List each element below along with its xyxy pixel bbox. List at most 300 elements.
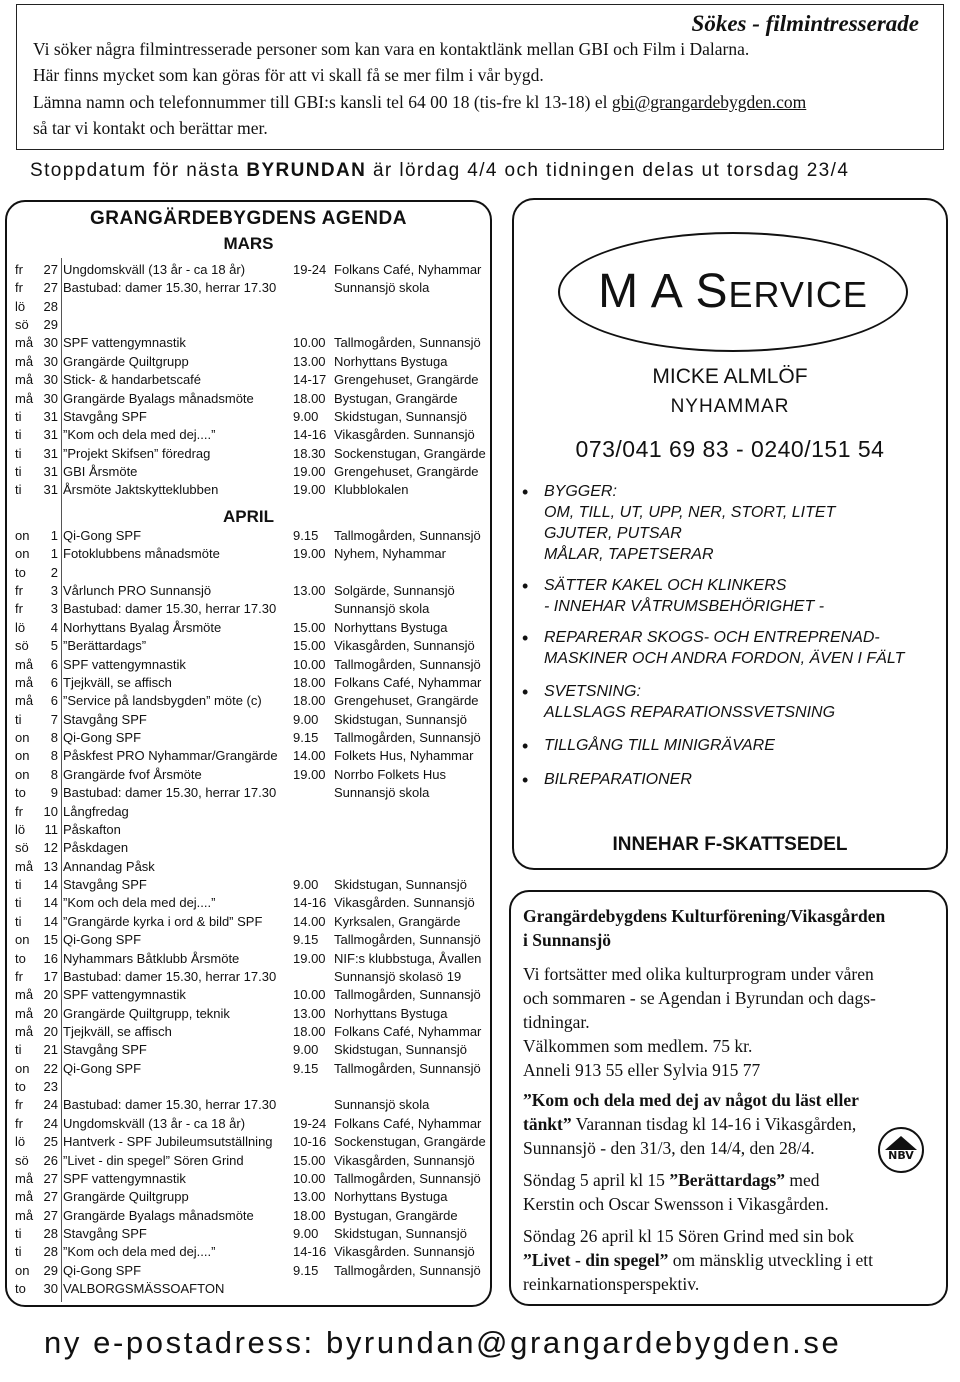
agenda-time: 18.00 <box>293 674 326 690</box>
bullet-icon: • <box>522 736 529 756</box>
agenda-date: 28 <box>43 1226 58 1242</box>
agenda-event: Tjejkväll, se affisch <box>63 1023 172 1039</box>
agenda-date: 8 <box>50 748 58 764</box>
service-item-line: OM, TILL, UT, UPP, NER, STORT, LITET <box>544 504 836 521</box>
agenda-time: 15.00 <box>293 619 326 635</box>
agenda-event: Bastubad: damer 15.30, herrar 17.30 <box>63 601 277 617</box>
agenda-date: 1 <box>50 528 58 543</box>
agenda-row <box>7 932 490 950</box>
agenda-event: Stavgång SPF <box>63 1042 147 1058</box>
agenda-date: 6 <box>50 674 58 690</box>
agenda-row <box>7 1171 490 1189</box>
agenda-date: 27 <box>43 1170 58 1186</box>
agenda-event: Bastubad: damer 15.30, herrar 17.30 <box>63 280 277 296</box>
agenda-row <box>7 675 490 693</box>
agenda-row <box>7 391 490 409</box>
agenda-row <box>7 1226 490 1244</box>
agenda-day: må <box>15 656 34 672</box>
agenda-time: 13.00 <box>293 353 326 369</box>
agenda-date: 13 <box>43 858 58 874</box>
agenda-place: Tallmogården, Sunnansjö <box>334 730 481 746</box>
agenda-day: ti <box>15 408 22 424</box>
agenda-place: Tallmogården, Sunnansjö <box>334 1060 481 1076</box>
ma-owner-name: MICKE ALMLÖF <box>652 365 808 388</box>
agenda-time: 19.00 <box>293 766 326 782</box>
agenda-row <box>7 840 490 858</box>
service-item-line: ALLSLAGS REPARATIONSSVETSNING <box>544 704 836 721</box>
agenda-row <box>7 528 490 546</box>
agenda-date: 28 <box>43 298 58 314</box>
agenda-day: må <box>15 353 34 369</box>
agenda-event: ”Projekt Skifsen” föredrag <box>63 445 211 461</box>
agenda-day: to <box>15 564 26 580</box>
agenda-date: 27 <box>43 280 58 296</box>
agenda-day: må <box>15 1023 34 1039</box>
ma-title-big: M A S <box>598 265 729 318</box>
agenda-day: ti <box>15 895 22 911</box>
agenda-row <box>7 951 490 969</box>
agenda-event: GBI Årsmöte <box>63 464 138 480</box>
agenda-date: 20 <box>43 1005 58 1021</box>
agenda-place: Vikasgården. Sunnansjö <box>334 895 475 911</box>
agenda-day: ti <box>15 711 22 727</box>
agenda-time: 9.00 <box>293 877 319 893</box>
agenda-box <box>5 200 492 1307</box>
agenda-time: 14-16 <box>293 895 327 911</box>
agenda-row <box>7 372 490 390</box>
agenda-place: Bystugan, Grangärde <box>334 390 458 406</box>
kultur-p1-line-5: Anneli 913 55 eller Sylvia 915 77 <box>523 1060 761 1080</box>
agenda-date: 12 <box>43 840 58 856</box>
agenda-place: Sunnansjö skola <box>334 601 430 617</box>
agenda-event: SPF vattengymnastik <box>63 335 186 351</box>
agenda-day: ti <box>15 464 22 480</box>
agenda-row <box>7 1208 490 1226</box>
agenda-event: Grangärde Quiltgrupp <box>63 353 189 369</box>
notice-title: Sökes - filmintresserade <box>691 11 919 36</box>
agenda-place: Folkans Café, Nyhammar <box>334 674 482 690</box>
agenda-row <box>7 482 490 500</box>
agenda-place: Skidstugan, Sunnansjö <box>334 877 467 893</box>
agenda-place: Tallmogården, Sunnansjö <box>334 1262 481 1278</box>
notice-line-2: Här finns mycket som kan göras för att vi skall få se mer film i vår bygd. <box>33 65 544 85</box>
agenda-place: Grengehuset, Grangärde <box>334 464 479 480</box>
agenda-place: Sunnansjö skola <box>334 1097 430 1113</box>
agenda-place: Tallmogården, Sunnansjö <box>334 656 481 672</box>
agenda-event: Stick- & handarbetscafé <box>63 372 202 388</box>
agenda-time: 15.00 <box>293 1152 326 1168</box>
agenda-day: må <box>15 987 34 1003</box>
agenda-row <box>7 1153 490 1171</box>
agenda-day: må <box>15 1189 34 1205</box>
agenda-date: 5 <box>50 638 58 654</box>
agenda-day: fr <box>15 583 23 599</box>
agenda-date: 1 <box>50 546 58 562</box>
agenda-time: 14.00 <box>293 748 326 764</box>
agenda-row <box>7 1061 490 1079</box>
agenda-row <box>7 987 490 1005</box>
agenda-day: må <box>15 372 34 388</box>
agenda-row <box>7 565 490 583</box>
service-item-line: BILREPARATIONER <box>544 771 692 788</box>
kultur-p3-bold: ”Berättardags” <box>669 1170 785 1190</box>
agenda-event: Grangärde Quiltgrupp, teknik <box>63 1005 230 1021</box>
agenda-place: Sockenstugan, Grangärde <box>334 1134 486 1150</box>
agenda-time: 9.15 <box>293 730 319 746</box>
agenda-place: Norhyttans Bystuga <box>334 353 448 369</box>
agenda-row <box>7 748 490 766</box>
agenda-event: ”Livet - din spegel” Sören Grind <box>63 1152 244 1168</box>
agenda-date: 7 <box>50 711 58 727</box>
agenda-event: SPF vattengymnastik <box>63 656 186 672</box>
agenda-date: 14 <box>43 913 58 929</box>
agenda-day: fr <box>15 1097 23 1113</box>
agenda-place: Grengehuset, Grangärde <box>334 372 479 388</box>
agenda-day: to <box>15 950 26 966</box>
agenda-row <box>7 1042 490 1060</box>
agenda-time: 18.00 <box>293 390 326 406</box>
agenda-row <box>7 638 490 656</box>
agenda-date: 20 <box>43 987 58 1003</box>
agenda-date: 8 <box>50 730 58 746</box>
kultur-heading-1: Grangärdebygdens Kulturförening/Vikasgården <box>523 906 886 926</box>
agenda-day: ti <box>15 1226 22 1242</box>
agenda-row <box>7 914 490 932</box>
notice-email-link[interactable]: gbi@grangardebygden.com <box>611 92 807 112</box>
kultur-p2-rest: Varannan tisdag kl 14-16 i Vikasgården, <box>571 1114 857 1134</box>
agenda-day: ti <box>15 482 22 498</box>
service-item-line: MASKINER OCH ANDRA FORDON, ÄVEN I FÄLT <box>544 650 905 667</box>
agenda-time: 13.00 <box>293 583 326 599</box>
agenda-date: 27 <box>43 1207 58 1223</box>
agenda-day: må <box>15 1170 34 1186</box>
agenda-time: 9.00 <box>293 1226 319 1242</box>
agenda-row <box>7 601 490 619</box>
agenda-time: 19-24 <box>293 1115 327 1131</box>
agenda-day: on <box>15 1262 30 1278</box>
agenda-place: Tallmogården, Sunnansjö <box>334 932 481 948</box>
agenda-date: 24 <box>43 1097 58 1113</box>
agenda-time: 14-16 <box>293 427 327 443</box>
ma-title-small: ERVICE <box>728 274 868 315</box>
agenda-day: må <box>15 1207 34 1223</box>
agenda-day: lö <box>15 1134 26 1150</box>
stop-prefix: Stoppdatum för nästa <box>30 160 247 181</box>
agenda-row <box>7 1024 490 1042</box>
agenda-row <box>7 427 490 445</box>
agenda-day: fr <box>15 280 23 296</box>
agenda-day: fr <box>15 262 23 277</box>
agenda-day: må <box>15 335 34 351</box>
agenda-place: Bystugan, Grangärde <box>334 1207 458 1223</box>
agenda-time: 9.15 <box>293 1060 319 1076</box>
agenda-place: Norhyttans Bystuga <box>334 1005 448 1021</box>
agenda-event: Stavgång SPF <box>63 408 147 424</box>
agenda-date: 30 <box>43 372 58 388</box>
kultur-p3-line-1 <box>523 1170 820 1191</box>
agenda-date: 31 <box>43 408 58 424</box>
agenda-place: Vikasgården, Sunnansjö <box>334 638 475 654</box>
agenda-day: må <box>15 674 34 690</box>
agenda-event: Stavgång SPF <box>63 877 147 893</box>
agenda-event: Grangärde Byalags månadsmöte <box>63 1207 254 1223</box>
agenda-place: Folkans Café, Nyhammar <box>334 262 482 277</box>
kultur-p1-line-1: Vi fortsätter med olika kulturprogram under våren <box>523 964 874 984</box>
agenda-event: ”Berättardags” <box>63 638 147 654</box>
agenda-event: Ungdomskväll (13 år - ca 18 år) <box>63 262 246 277</box>
kultur-p3-line-2: Kerstin och Oscar Swensson i Vikasgården. <box>523 1194 829 1214</box>
kultur-heading-2: i Sunnansjö <box>523 930 612 950</box>
agenda-title: GRANGÄRDEBYGDENS AGENDA <box>90 208 407 229</box>
agenda-row <box>7 409 490 427</box>
agenda-time: 14-17 <box>293 372 327 388</box>
agenda-event: VALBORGSMÄSSOAFTON <box>63 1281 225 1297</box>
agenda-event: ”Kom och dela med dej....” <box>63 895 216 911</box>
agenda-time: 19.00 <box>293 950 326 966</box>
agenda-day: on <box>15 932 30 948</box>
agenda-time: 10.00 <box>293 656 326 672</box>
agenda-event: ”Grangärde kyrka i ord & bild” SPF <box>63 913 263 929</box>
agenda-place: Sunnansjö skola <box>334 785 430 801</box>
agenda-row <box>7 583 490 601</box>
service-item-line: MÅLAR, TAPETSERAR <box>544 546 714 563</box>
agenda-row <box>7 464 490 482</box>
footer-email: ny e-postadress: byrundan@grangardebygden.se <box>44 1325 842 1360</box>
kultur-p4-rest: om mänsklig utveckling i ett <box>668 1250 873 1270</box>
agenda-place: Vikasgården, Sunnansjö <box>334 1152 475 1168</box>
agenda-event: Grangärde Byalags månadsmöte <box>63 390 254 406</box>
agenda-row <box>7 804 490 822</box>
agenda-row <box>7 1116 490 1134</box>
service-item-line: TILLGÅNG TILL MINIGRÄVARE <box>544 737 775 754</box>
agenda-date: 30 <box>43 353 58 369</box>
agenda-day: to <box>15 1079 26 1095</box>
agenda-date: 29 <box>43 1262 58 1278</box>
agenda-date: 8 <box>50 766 58 782</box>
stop-date-line <box>30 160 849 182</box>
month-march: MARS <box>223 234 274 253</box>
agenda-place: Vikasgården. Sunnansjö <box>334 1244 475 1260</box>
agenda-event: ”Kom och dela med dej....” <box>63 427 216 443</box>
ma-place: NYHAMMAR <box>670 396 790 417</box>
agenda-place: Norrbo Folkets Hus <box>334 766 446 782</box>
agenda-row <box>7 1263 490 1281</box>
service-item-line: REPARERAR SKOGS- OCH ENTREPRENAD- <box>544 629 880 646</box>
ma-phone: 073/041 69 83 - 0240/151 54 <box>575 436 885 462</box>
agenda-event: Qi-Gong SPF <box>63 730 142 746</box>
kultur-p4-line-1: Söndag 26 april kl 15 Sören Grind med sin bok <box>523 1226 855 1246</box>
agenda-event: Stavgång SPF <box>63 711 147 727</box>
agenda-time: 19.00 <box>293 464 326 480</box>
agenda-date: 30 <box>43 390 58 406</box>
agenda-day: sö <box>15 317 29 333</box>
agenda-event: Tjejkväll, se affisch <box>63 674 172 690</box>
agenda-row <box>7 1134 490 1152</box>
agenda-place: Grengehuset, Grangärde <box>334 693 479 709</box>
agenda-event: Påskfest PRO Nyhammar/Grangärde <box>63 748 278 764</box>
agenda-date: 31 <box>43 445 58 461</box>
agenda-place: Sunnansjö skola <box>334 280 430 296</box>
agenda-day: lö <box>15 298 26 314</box>
agenda-place: Folkets Hus, Nyhammar <box>334 748 474 764</box>
agenda-row <box>7 317 490 335</box>
agenda-time: 14.00 <box>293 913 326 929</box>
agenda-day: to <box>15 1281 26 1297</box>
agenda-event: Bastubad: damer 15.30, herrar 17.30 <box>63 968 277 984</box>
agenda-date: 31 <box>43 464 58 480</box>
agenda-day: on <box>15 748 30 764</box>
month-april: APRIL <box>223 507 274 526</box>
agenda-date: 9 <box>50 785 58 801</box>
agenda-date: 30 <box>43 1281 58 1297</box>
agenda-date: 15 <box>43 932 58 948</box>
agenda-day: lö <box>15 821 26 837</box>
agenda-date: 31 <box>43 427 58 443</box>
agenda-row <box>7 785 490 803</box>
agenda-place: Sockenstugan, Grangärde <box>334 445 486 461</box>
agenda-place: Norhyttans Bystuga <box>334 619 448 635</box>
agenda-place: Tallmogården, Sunnansjö <box>334 1170 481 1186</box>
agenda-row <box>7 1244 490 1262</box>
agenda-event: Qi-Gong SPF <box>63 1060 142 1076</box>
agenda-time: 18.00 <box>293 1023 326 1039</box>
agenda-day: må <box>15 1005 34 1021</box>
agenda-date: 28 <box>43 1244 58 1260</box>
kultur-p4-bold: ”Livet - din spegel” <box>523 1250 669 1270</box>
bullet-icon: • <box>522 576 529 596</box>
agenda-date: 6 <box>50 693 58 709</box>
agenda-row <box>7 1006 490 1024</box>
agenda-event: ”Kom och dela med dej....” <box>63 1244 216 1260</box>
agenda-row <box>7 280 490 298</box>
service-item-line: - INNEHAR VÅTRUMSBEHÖRIGHET - <box>544 598 825 615</box>
kultur-p1-line-3: tidningar. <box>523 1012 590 1032</box>
agenda-place: Skidstugan, Sunnansjö <box>334 408 467 424</box>
agenda-time: 18.00 <box>293 693 326 709</box>
agenda-date: 31 <box>43 482 58 498</box>
agenda-day: ti <box>15 877 22 893</box>
kultur-p4-line-3: reinkarnationsperspektiv. <box>523 1274 700 1294</box>
agenda-place: Tallmogården, Sunnansjö <box>334 528 481 543</box>
agenda-day: må <box>15 858 34 874</box>
agenda-time: 18.00 <box>293 1207 326 1223</box>
agenda-row <box>7 730 490 748</box>
ma-service-title <box>560 264 906 319</box>
ma-footer: INNEHAR F-SKATTSEDEL <box>612 834 848 855</box>
agenda-rows <box>7 202 490 1305</box>
agenda-row <box>7 895 490 913</box>
nbv-logo <box>871 1124 931 1184</box>
agenda-time: 19.00 <box>293 482 326 498</box>
agenda-event: Grangärde fvof Årsmöte <box>63 766 202 782</box>
agenda-time: 13.00 <box>293 1189 326 1205</box>
agenda-date: 20 <box>43 1023 58 1039</box>
agenda-place: Nyhem, Nyhammar <box>334 546 446 562</box>
agenda-time: 10.00 <box>293 987 326 1003</box>
notice-line-3-text: Lämna namn och telefonnummer till GBI:s kansli tel 64 00 18 (tis-fre kl 13-18) el <box>33 92 612 112</box>
agenda-day: ti <box>15 1244 22 1260</box>
agenda-row <box>7 712 490 730</box>
agenda-time: 15.00 <box>293 638 326 654</box>
agenda-time: 10.00 <box>293 335 326 351</box>
agenda-day: fr <box>15 803 23 819</box>
agenda-event: SPF vattengymnastik <box>63 987 186 1003</box>
agenda-time: 9.15 <box>293 528 319 543</box>
agenda-row <box>7 354 490 372</box>
agenda-day: on <box>15 1060 30 1076</box>
agenda-day: ti <box>15 913 22 929</box>
notice-line-3 <box>33 92 806 113</box>
ma-service-ad <box>512 198 948 870</box>
agenda-date: 23 <box>43 1079 58 1095</box>
agenda-place: Tallmogården, Sunnansjö <box>334 987 481 1003</box>
kultur-p4-line-2 <box>523 1250 873 1271</box>
notice-line-1: Vi söker några filmintresserade personer som kan vara en kontaktlänk mellan GBI och Film i Dalarna. <box>33 39 750 59</box>
agenda-place: Sunnansjö skolasö 19 <box>334 968 462 984</box>
agenda-place: Skidstugan, Sunnansjö <box>334 711 467 727</box>
agenda-date: 21 <box>43 1042 58 1058</box>
agenda-event: Årsmöte Jaktskytteklubben <box>63 482 219 498</box>
bullet-icon: • <box>522 770 529 790</box>
agenda-event: Grangärde Quiltgrupp <box>63 1189 189 1205</box>
agenda-event: Bastubad: damer 15.30, herrar 17.30 <box>63 785 277 801</box>
agenda-place: Norhyttans Bystuga <box>334 1189 448 1205</box>
agenda-row <box>7 693 490 711</box>
agenda-date: 30 <box>43 335 58 351</box>
agenda-place: Folkans Café, Nyhammar <box>334 1115 482 1131</box>
agenda-row <box>7 1097 490 1115</box>
agenda-time: 9.00 <box>293 711 319 727</box>
agenda-place: Skidstugan, Sunnansjö <box>334 1226 467 1242</box>
agenda-event: Bastubad: damer 15.30, herrar 17.30 <box>63 1097 277 1113</box>
agenda-day: on <box>15 730 30 746</box>
agenda-event: ”Service på landsbygden” möte (c) <box>63 693 262 709</box>
agenda-date: 29 <box>43 317 58 333</box>
agenda-time: 9.15 <box>293 1262 319 1278</box>
agenda-event: Påskdagen <box>63 840 129 856</box>
bullet-icon: • <box>522 682 529 702</box>
agenda-event: Fotoklubbens månadsmöte <box>63 546 220 562</box>
agenda-row <box>7 822 490 840</box>
agenda-row <box>7 546 490 564</box>
agenda-day: on <box>15 528 30 543</box>
agenda-date: 6 <box>50 656 58 672</box>
agenda-time: 18.30 <box>293 445 326 461</box>
notice-box <box>16 4 944 150</box>
agenda-place: Solgärde, Sunnansjö <box>334 583 455 599</box>
agenda-row <box>7 657 490 675</box>
agenda-day: sö <box>15 638 29 654</box>
agenda-date: 14 <box>43 877 58 893</box>
agenda-event: Ungdomskväll (13 år - ca 18 år) <box>63 1115 246 1131</box>
bullet-icon: • <box>522 628 529 648</box>
agenda-date: 10 <box>43 803 58 819</box>
agenda-row <box>7 620 490 638</box>
agenda-date: 2 <box>50 564 58 580</box>
stop-suffix: är lördag 4/4 och tidningen delas ut torsdag 23/4 <box>366 160 850 181</box>
agenda-place: Kyrksalen, Grangärde <box>334 913 461 929</box>
agenda-day: fr <box>15 601 23 617</box>
agenda-date: 17 <box>43 968 58 984</box>
agenda-event: Qi-Gong SPF <box>63 1262 142 1278</box>
agenda-date: 26 <box>43 1152 58 1168</box>
agenda-date: 25 <box>43 1134 58 1150</box>
agenda-date: 3 <box>50 583 58 599</box>
agenda-row <box>7 299 490 317</box>
agenda-row <box>7 1281 490 1299</box>
agenda-day: ti <box>15 445 22 461</box>
kultur-p1-line-2: och sommaren - se Agendan i Byrundan och dags- <box>523 988 876 1008</box>
